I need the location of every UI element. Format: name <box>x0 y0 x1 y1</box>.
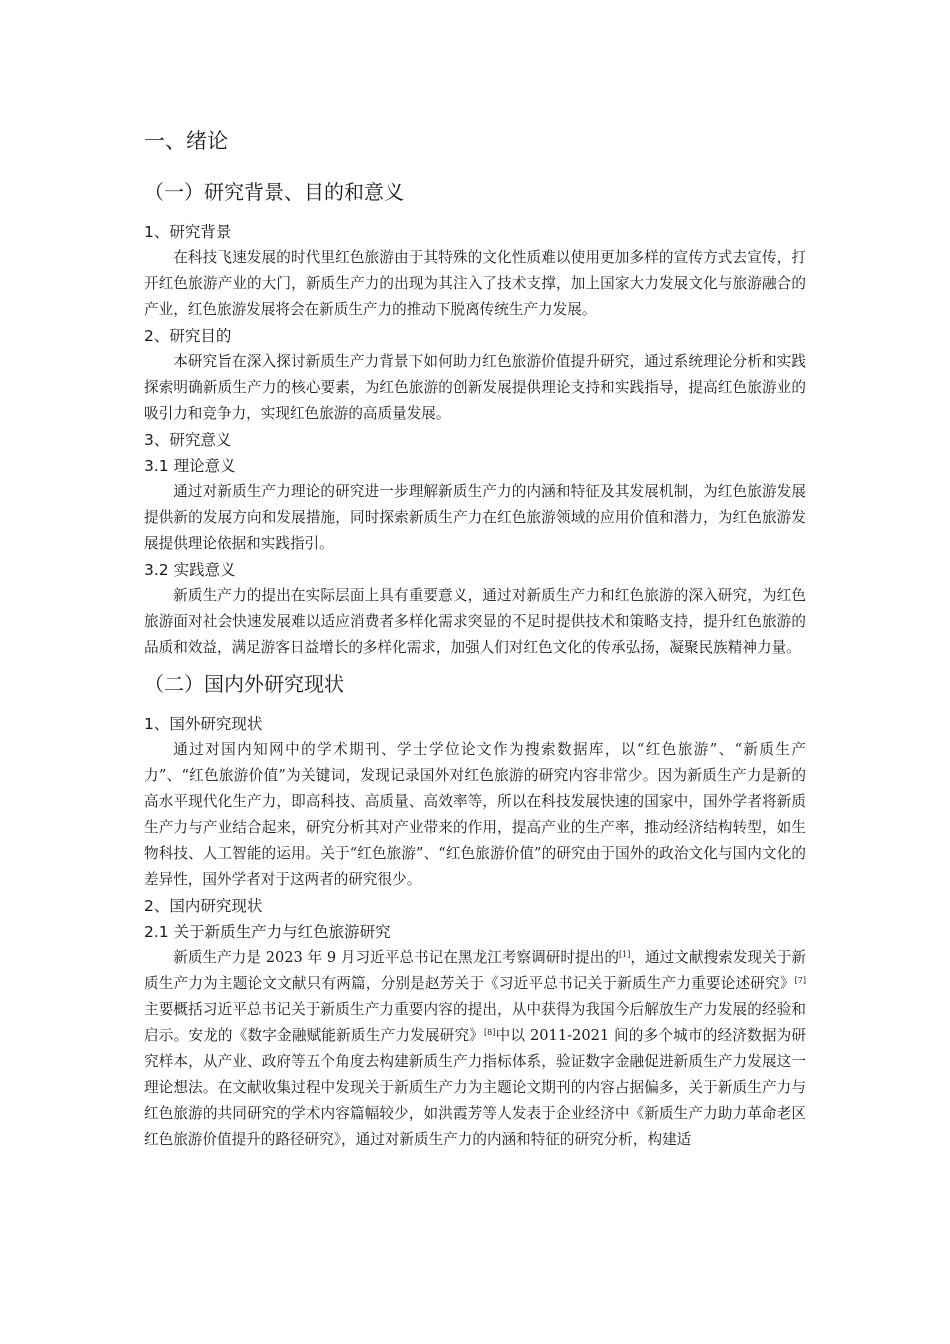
subsection-title-background: 1、研究背景 <box>144 223 232 241</box>
paragraph-background: 在科技飞速发展的时代里红色旅游由于其特殊的文化性质难以使用更加多样的宣传方式去宣传，打开红色旅游产业的大门，新质生产力的出现为其注入了技术支撑，加上国家大力发展文化与旅游融合的产业，红色旅游发展将会在新质生产力的推动下脱离传统生产力发展。 <box>144 249 806 318</box>
citation-ref: [1] <box>618 950 631 959</box>
subsection-title-foreign: 1、国外研究现状 <box>144 715 263 733</box>
paragraph-aim: 本研究旨在深入探讨新质生产力背景下如何助力红色旅游价值提升研究，通过系统理论分析和实践探索明确新质生产力的核心要素，为红色旅游的创新发展提供理论支持和实践指导，提高红色旅游业的吸引力和竞争力，实现红色旅游的高质量发展。 <box>144 353 806 422</box>
section-title-background: （一）研究背景、目的和意义 <box>144 180 404 204</box>
subsection-title-aim: 2、研究目的 <box>144 327 232 345</box>
paragraph-text: ，通过文献搜索发现关于新质生产力为主题论文文献只有两篇，分别是赵芳关于《习近平总书记关于新质生产力重要论述研究》 <box>144 949 806 992</box>
paragraph-theory: 通过对新质生产力理论的研究进一步理解新质生产力的内涵和特征及其发展机制，为红色旅游发展提供新的发展方向和发展措施，同时探索新质生产力在红色旅游领域的应用价值和潜力，为红色旅游发展提供理论依据和实践指引。 <box>144 483 806 552</box>
chapter-title: 一、绪论 <box>144 129 228 153</box>
subsection-title-productivity-red-tourism: 2.1 关于新质生产力与红色旅游研究 <box>144 923 391 941</box>
paragraph-productivity <box>144 945 806 1153</box>
subsection-title-significance: 3、研究意义 <box>144 431 232 449</box>
paragraph-text: 新质生产力是 2023 年 9 月习近平总书记在黑龙江考察调研时提出的 <box>173 949 619 966</box>
citation-ref: [7] <box>794 976 806 985</box>
subsection-title-practice: 3.2 实践意义 <box>144 561 236 579</box>
paragraph-text: 主要概括习近平总书记关于新质生产力重要内容的提出，从中获得为我国今后解放生产力发展的经验和启示。安龙的《数字金融赋能新质生产力发展研究》 <box>144 1001 806 1044</box>
subsection-title-domestic: 2、国内研究现状 <box>144 897 263 915</box>
paragraph-practice: 新质生产力的提出在实际层面上具有重要意义，通过对新质生产力和红色旅游的深入研究，为红色旅游面对社会快速发展难以适应消费者多样化需求突显的不足时提供技术和策略支持，提升红色旅游的品质和效益，满足游客日益增长的多样化需求，加强人们对红色文化的传承弘扬，凝聚民族精神力量。 <box>144 587 806 656</box>
citation-ref: [8] <box>484 1028 496 1037</box>
section-title-research-status: （二）国内外研究现状 <box>144 672 344 696</box>
subsection-title-theory: 3.1 理论意义 <box>144 457 236 475</box>
paragraph-foreign: 通过对国内知网中的学术期刊、学士学位论文作为搜索数据库，以“红色旅游”、“新质生产力”、“红色旅游价值”为关键词，发现记录国外对红色旅游的研究内容非常少。因为新质生产力是新的高水平现代化生产力，即高科技、高质量、高效率等，所以在科技发展快速的国家中，国外学者将新质生产力与产业结合起来，研究分析其对产业带来的作用，提高产业的生产率，推动经济结构转型，如生物科技、人工智能的运用。关于“红色旅游”、“红色旅游价值”的研究由于国外的政治文化与国内文化的差异性，国外学者对于这两者的研究很少。 <box>144 741 806 888</box>
paragraph-text: 中以 2011-2021 间的多个城市的经济数据为研究样本，从产业、政府等五个角度去构建新质生产力指标体系，验证数字金融促进新质生产力发展这一理论想法。在文献收集过程中发现关于新质生产力为主题论文期刊的内容占据偏多，关于新质生产力与红色旅游的共同研究的学术内容篇幅较少，如洪霞芳等人发表于企业经济中《新质生产力助力革命老区红色旅游价值提升的路径研究》，通过对新质生产力的内涵和特征的研究分析，构建适 <box>144 1027 806 1148</box>
